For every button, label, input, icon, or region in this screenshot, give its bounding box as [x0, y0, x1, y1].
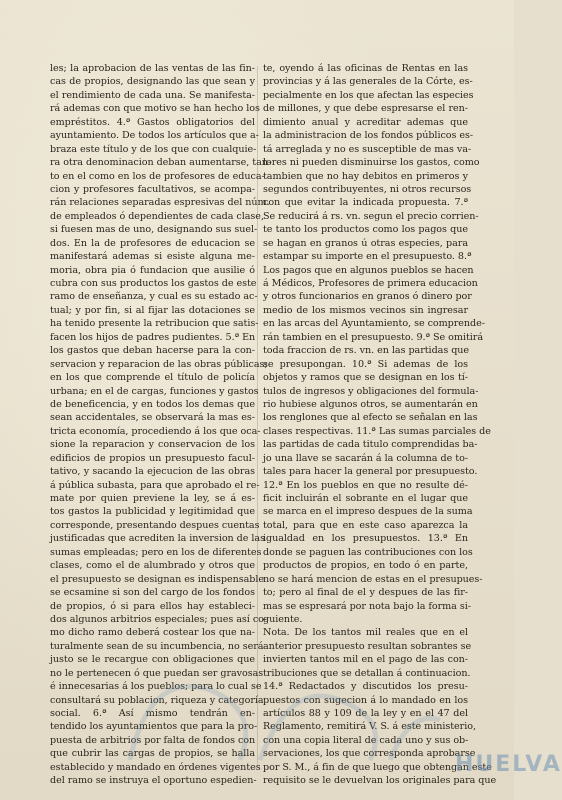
- left-column-line: de propios, ó si para ellos hay estableci-: [50, 600, 255, 612]
- left-column-line: los gastos que deban hacerse para la con-: [50, 345, 255, 357]
- right-column-line: 14.ª Redactados y discutidos los presu-: [263, 681, 468, 693]
- right-column-line: estampar su importe en el presupuesto. 8.ª: [263, 251, 472, 263]
- right-column-line: jo una llave se sacarán á la columna de to-: [263, 452, 468, 464]
- right-column-line: guiente.: [263, 613, 303, 625]
- right-column-line: toda fraccion de rs. vn. en las partidas que: [263, 345, 470, 357]
- right-column-line: rio hubiese algunos otros, se aumentarán en: [263, 398, 478, 410]
- left-column-line: turalmente sean de su incumbencia, no será: [50, 640, 264, 652]
- left-column-line: á pública subasta, para que aprobado el re-: [50, 479, 260, 491]
- right-column-line: dimiento anual y acreditar ademas que: [263, 116, 468, 128]
- right-column-line: clases respectivas. 11.ª Las sumas parciales de: [263, 425, 491, 437]
- right-column-line: se hagan en granos ú otras especies, para: [263, 237, 468, 249]
- left-column-line: social. 6.ª Así mismo tendrán en-: [50, 708, 255, 719]
- right-column-line: artículos 88 y 109 de la ley y en el 47 del: [263, 708, 468, 719]
- left-column-line: establecido y mandado en órdenes vigentes: [50, 761, 261, 773]
- left-column-line: ra otra denominacion deban aumentarse, tan-: [50, 157, 272, 169]
- left-column-line: en los que comprende el título de policía: [50, 372, 255, 384]
- left-column-line: tativo, y sacando la ejecucion de las obras: [50, 466, 255, 478]
- left-column-line: é innecesarias á los pueblos; para lo cual se: [50, 681, 262, 693]
- right-column-line: no se hará mencion de estas en el presupues-: [263, 573, 483, 585]
- right-column-line: tá arreglada y no es susceptible de mas va-: [263, 143, 472, 155]
- right-column-line: invierten tantos mil en el pago de las con-: [263, 654, 468, 666]
- right-column-line: tribuciones que se detallan á continuacion.: [263, 667, 471, 679]
- left-column-line: tendido los ayuntamientos que para la pro-: [50, 721, 258, 733]
- left-column-line: tricta economía, procediendo á los que oca-: [50, 425, 261, 437]
- watermark-emblem: [90, 650, 460, 770]
- right-column-line: pecialmente en los que afectan las especies: [263, 89, 474, 101]
- right-column-line: las partidas de cada titulo comprendidas ba-: [263, 439, 478, 451]
- left-column-line: manifestará ademas si esiste alguna me-: [50, 251, 255, 263]
- right-column-line: anterior presupuesto resultan sobrantes se: [263, 640, 472, 652]
- right-column-line: ficit incluirán el sobrante en el lugar que: [263, 493, 468, 504]
- left-column-line: si fuesen mas de uno, designando sus suel-: [50, 224, 258, 236]
- left-column-line: cubra con sus productos los gastos de este: [50, 278, 257, 289]
- left-column-line: consultará su poblacion, riqueza y categoría: [50, 694, 264, 706]
- right-column-line: con una copia literal de cada uno y sus ob-: [263, 734, 469, 746]
- left-column-line: servacion y reparacion de las obras públicas;: [50, 358, 268, 370]
- right-column-line: y otros funcionarios en granos ó dinero por: [263, 291, 472, 303]
- left-column-line: ha tenido presente la retribucion que satis-: [50, 318, 259, 330]
- left-column-line: mate por quien previene la ley, se á es-: [50, 493, 255, 504]
- left-column-line: les; la aprobacion de las ventas de las fin-: [50, 63, 255, 74]
- left-column-line: facen los hijos de padres pudientes. 5.ª En: [50, 331, 256, 343]
- right-column-line: servaciones, los que corresponda aprobarse: [263, 748, 476, 760]
- left-column-line: rán relaciones separadas espresivas del núm.: [50, 197, 270, 209]
- left-column-line: empréstitos. 4.ª Gastos obligatorios del: [50, 116, 255, 128]
- right-column-line: puestos con sugecion á lo mandado en los: [263, 694, 468, 706]
- right-column-line: la administracion de los fondos públicos es-: [263, 130, 474, 142]
- left-column-line: ayuntamiento. De todos los artículos que a-: [50, 130, 259, 142]
- left-column-line: de empleados ó dependientes de cada clase,: [50, 210, 264, 222]
- left-column-line: tos gastos la publicidad y legitimidad que: [50, 506, 255, 518]
- left-column-line: dos algunos arbitrios especiales; pues así co-: [50, 613, 268, 625]
- right-column-line: á Médicos, Profesores de primera educacion: [263, 278, 478, 289]
- right-column-line: provincias y á las generales de la Córte, es-: [263, 76, 473, 88]
- left-column-line: justo se le recargue con obligaciones que: [50, 654, 255, 666]
- left-column-line: edificios de propios un presupuesto facul-: [50, 452, 255, 464]
- right-column-line: igualdad en los presupuestos. 13.ª En: [263, 533, 468, 545]
- left-column-line: ramo de enseñanza, y cual es su estado ac-: [50, 291, 258, 303]
- left-column-line: puesta de arbitrios por falta de fondos con: [50, 734, 256, 746]
- right-column-line: lores ni pueden disminuirse los gastos, como: [263, 157, 480, 169]
- left-column-line: urbana; en el de cargas, funciones y gastos: [50, 385, 259, 397]
- left-column-line: clases, como el de alumbrado y otros que: [50, 560, 255, 572]
- left-column-line: el presupuesto se designan es indispensable: [50, 573, 265, 585]
- right-column-line: requisito se le devuelvan los originales para que: [263, 775, 497, 787]
- left-column-line: tual; y por fin, si al fijar las dotaciones se: [50, 304, 255, 316]
- left-column-line: de beneficencia, y en todos los demas que: [50, 398, 255, 410]
- right-column-line: donde se paguen las contribuciones con los: [263, 546, 473, 558]
- right-column-line: Se reducirá á rs. vn. segun el precio corrien-: [263, 210, 479, 222]
- right-column-line: se marca en el impreso despues de la suma: [263, 506, 473, 518]
- right-column-line: Nota. De los tantos mil reales que en el: [263, 627, 468, 639]
- left-column-line: moria, obra pia ó fundacion que ausilie ó: [50, 264, 255, 276]
- right-column-line: productos de propios, en todo ó en parte,: [263, 560, 468, 572]
- left-column-line: el rendimiento de cada una. Se manifesta-: [50, 89, 255, 101]
- left-column-line: cion y profesores facultativos, se acompa-: [50, 183, 255, 195]
- left-column-line: no le pertenecen ó que puedan ser gravosas: [50, 667, 264, 679]
- left-column-line: justificadas que acrediten la inversion de las: [50, 533, 265, 545]
- right-column-line: objetos y ramos que se designan en los tí-: [263, 372, 468, 384]
- left-column-line: rá ademas con que motivo se han hecho los: [50, 103, 260, 115]
- right-column-line: se presupongan. 10.ª Si ademas de los: [263, 358, 468, 370]
- left-column-line: sumas empleadas; pero en los de diferentes: [50, 546, 262, 558]
- left-column-line: to en el como en los de profesores de educa-: [50, 170, 265, 182]
- right-column-line: tulos de ingresos y obligaciones del formula-: [263, 385, 479, 397]
- right-column-line: to; pero al final de el y despues de las fir-: [263, 587, 468, 599]
- right-column-line: en las arcas del Ayuntamiento, se comprende-: [263, 318, 485, 330]
- right-column-line: te tanto los productos como los pagos que: [263, 224, 468, 236]
- right-column-line: los renglones que al efecto se señalan en las: [263, 412, 478, 424]
- right-column-line: de millones, y que debe espresarse el ren-: [263, 103, 468, 115]
- right-column-line: tambien que no hay debitos en primeros y: [263, 170, 468, 182]
- right-column-line: Reglamento, remitirá V. S. á este ministerio,: [263, 721, 476, 733]
- right-column-line: rán tambien en el presupuesto. 9.ª Se omitirá: [263, 331, 483, 343]
- left-column-line: se ecsamine si son del cargo de los fondos: [50, 587, 255, 599]
- right-column-line: Los pagos que en algunos pueblos se hacen: [263, 264, 474, 276]
- left-column-line: que cubrir las cargas de propios, se halla: [50, 748, 255, 760]
- right-column-line: tales para hacer la general por presupuesto.: [263, 466, 478, 478]
- right-column-line: medio de los mismos vecinos sin ingresar: [263, 304, 468, 316]
- right-column-line: con que evitar la indicada propuesta. 7.ª: [263, 197, 468, 209]
- right-column-line: mas se espresará por nota bajo la forma si-: [263, 600, 471, 612]
- right-column-line: total, para que en este caso aparezca la: [263, 519, 468, 531]
- left-column-line: dos. En la de profesores de educacion se: [50, 237, 255, 249]
- watermark-label: HUELVA: [455, 752, 562, 777]
- right-column-line: 12.ª En los pueblos en que no resulte dé-: [263, 479, 468, 491]
- left-column-line: sean accidentales, se observará la mas es-: [50, 412, 255, 424]
- left-column-line: corresponde, presentando despues cuentas: [50, 519, 260, 531]
- left-column-line: del ramo se instruya el oportuno espedien-: [50, 775, 257, 787]
- left-column-line: cas de propios, designando las que sean y: [50, 76, 255, 88]
- left-column-line: sione la reparacion y conservacion de los: [50, 439, 255, 451]
- left-column-line: braza este título y de los que con cualquie-: [50, 143, 257, 155]
- right-column-line: por S. M., á fin de que luego que obtengan este: [263, 761, 492, 773]
- left-column-line: mo dicho ramo deberá costear los que na-: [50, 627, 255, 639]
- right-column-line: segundos contribuyentes, ni otros recursos: [263, 183, 472, 195]
- right-column-line: te, oyendo á las oficinas de Rentas en las: [263, 63, 468, 74]
